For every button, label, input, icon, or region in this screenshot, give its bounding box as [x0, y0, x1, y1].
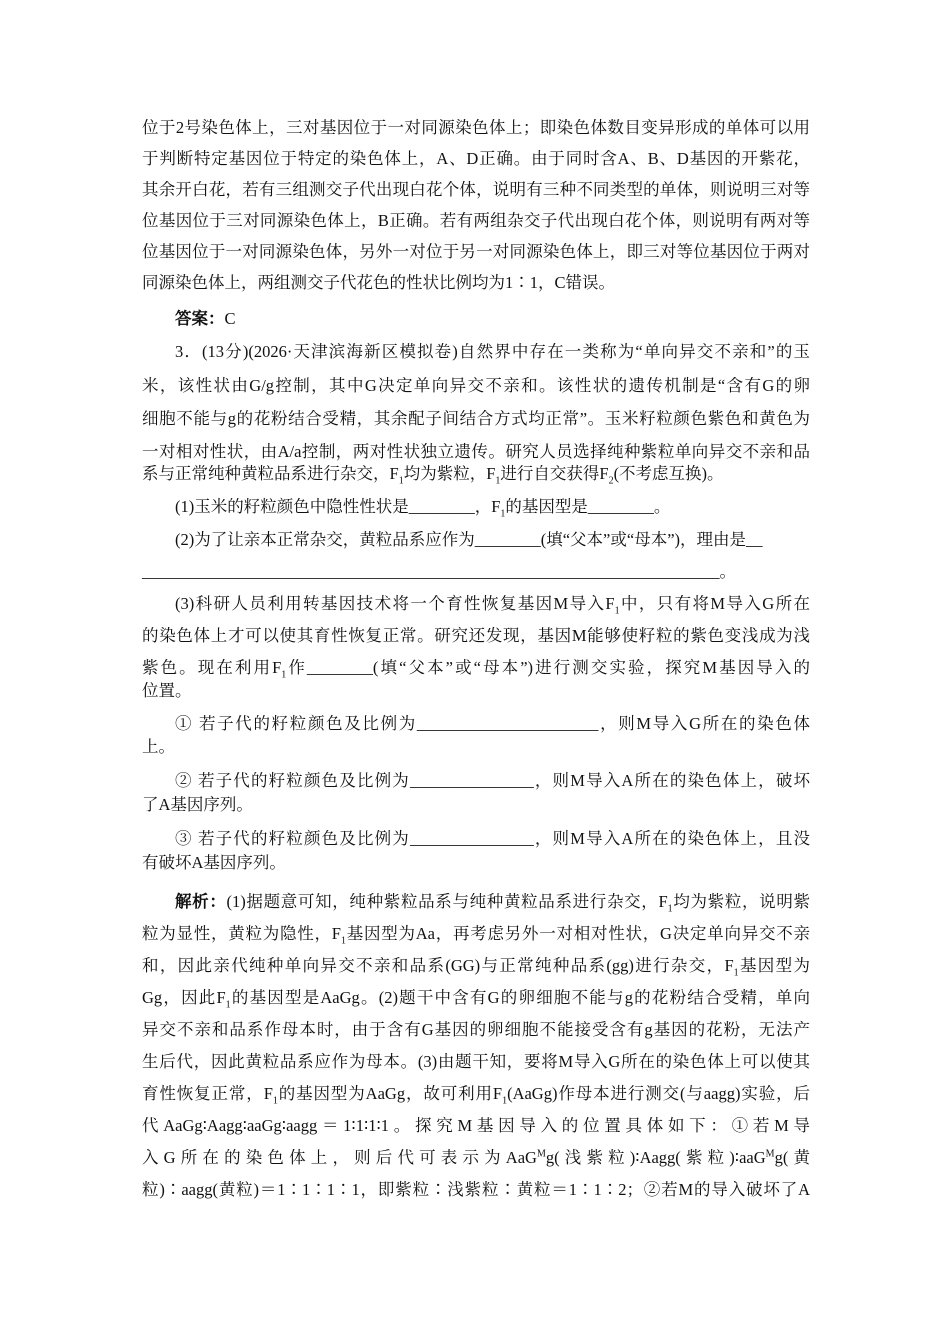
case-3: ③ 若子代的籽粒颜色及比例为_______________，则M导入A所在的染色体上，且没	[175, 829, 810, 848]
analysis-prev-line: 位基因位于一对同源染色体，另外一对位于另一对同源染色体上，即三对等位基因位于两对	[142, 242, 810, 261]
analysis-line: 育性恢复正常，$F_1$的基因型为AaGg，故可利用$F_1(AaGg)$作母本进行测交(与aagg)实验，后	[142, 1084, 810, 1107]
analysis-line: 入G所在的染色体上，则后代可表示为AaG$^M$g(浅紫粒)∶Aagg(紫粒)∶aaG$^M$g(黄	[142, 1148, 810, 1167]
subquestion-2-blank-line: ______________________________________________________________________。	[142, 562, 736, 581]
subquestion-3-line: 的染色体上才可以使其育性恢复正常。研究还发现，基因M能够使籽粒的紫色变浅成为浅	[142, 626, 810, 645]
subquestion-3: (3)科研人员利用转基因技术将一个育性恢复基因M导入$F_1$中，只有将M导入G所在	[175, 594, 810, 617]
subquestion-2: (2)为了让亲本正常杂交，黄粒品系应作为________(填“父本”或“母本”)，理由是__	[175, 530, 763, 549]
subquestion-3-line: 位置。	[142, 681, 192, 700]
analysis-line: 异交不亲和品系作母本时，由于含有G基因的卵细胞不能接受含有g基因的花粉，无法产	[142, 1020, 810, 1039]
question-source: (13分)(2026·天津滨海新区模拟卷)	[202, 342, 458, 361]
question-3-line: 系与正常纯种黄粒品系进行杂交，$F_1$均为紫粒，$F_1$进行自交获得$F_2$(不考虑互换)。	[142, 464, 724, 487]
answer-value: C	[224, 309, 236, 328]
analysis-prev-line: 同源染色体上，两组测交子代花色的性状比例均为1∶1，C错误。	[142, 273, 616, 292]
answer-label: 答案：	[175, 309, 225, 328]
question-3-line: 一对相对性状，由A/a控制，两对性状独立遗传。研究人员选择纯种紫粒单向异交不亲和品	[142, 442, 810, 461]
case-3-cont: 有破坏A基因序列。	[142, 853, 286, 872]
analysis-prev-line: 位于2号染色体上，三对基因位于一对同源染色体上；即染色体数目变异形成的单体可以用	[142, 118, 810, 137]
case-1-cont: 上。	[142, 737, 175, 756]
question-3-line: 米，该性状由G/g控制，其中G决定单向异交不亲和。该性状的遗传机制是“含有G的卵	[142, 376, 810, 395]
analysis-prev-line: 于判断特定基因位于特定的染色体上，A、D正确。由于同时含A、B、D基因的开紫花，	[142, 149, 810, 168]
analysis-prev-line: 其余开白花，若有三组测交子代出现白花个体，说明有三种不同类型的单体，则说明三对等	[142, 180, 810, 199]
subquestion-3-line: 紫色。现在利用$F_1$作________(填“父本”或“母本”)进行测交实验，探究M基因导入的	[142, 658, 810, 681]
case-1: ① 若子代的籽粒颜色及比例为______________________，则M导入G所在的染色体	[175, 714, 810, 733]
question-3-line: 3．(13分)(2026·天津滨海新区模拟卷)自然界中存在一类称为“单向异交不亲和”的玉	[175, 342, 810, 361]
analysis-line: 粒)∶aagg(黄粒)＝1∶1∶1∶1，即紫粒∶浅紫粒∶黄粒＝1∶1∶2；②若M的导入破坏了A	[142, 1180, 810, 1199]
analysis-line: 解析：(1)据题意可知，纯种紫粒品系与纯种黄粒品系进行杂交，$F_1$均为紫粒，说明紫	[175, 892, 811, 915]
analysis-label: 解析：	[175, 892, 227, 911]
subquestion-1: (1)玉米的籽粒颜色中隐性性状是________，$F_1$的基因型是________。	[175, 497, 671, 520]
case-2: ② 若子代的籽粒颜色及比例为_______________，则M导入A所在的染色体上，破坏	[175, 771, 810, 790]
question-number: 3．	[175, 342, 203, 361]
analysis-line: Gg，因此$F_1$的基因型是AaGg。(2)题干中含有G的卵细胞不能与g的花粉结合受精，单向	[142, 988, 811, 1011]
analysis-line: 粒为显性，黄粒为隐性，$F_1$基因型为Aa，再考虑另外一对相对性状，G决定单向异交不亲	[142, 924, 811, 947]
analysis-prev-line: 位基因位于三对同源染色体上，B正确。若有两组杂交子代出现白花个体，则说明有两对等	[142, 211, 810, 230]
question-3-line: 细胞不能与g的花粉结合受精，其余配子间结合方式均正常”。玉米籽粒颜色紫色和黄色为	[142, 409, 810, 428]
analysis-line: 和，因此亲代纯种单向异交不亲和品系(GG)与正常纯种品系(gg)进行杂交，$F_1$基因型为	[142, 956, 810, 979]
analysis-line: 生后代，因此黄粒品系应作为母本。(3)由题干知，要将M导入G所在的染色体上可以使其	[142, 1052, 810, 1071]
answer-line	[175, 309, 810, 329]
analysis-line: 代AaGg∶Aagg∶aaGg∶aagg＝1∶1∶1∶1。探究M基因导入的位置具体如下：①若M导	[142, 1116, 810, 1135]
case-2-cont: 了A基因序列。	[142, 795, 253, 814]
